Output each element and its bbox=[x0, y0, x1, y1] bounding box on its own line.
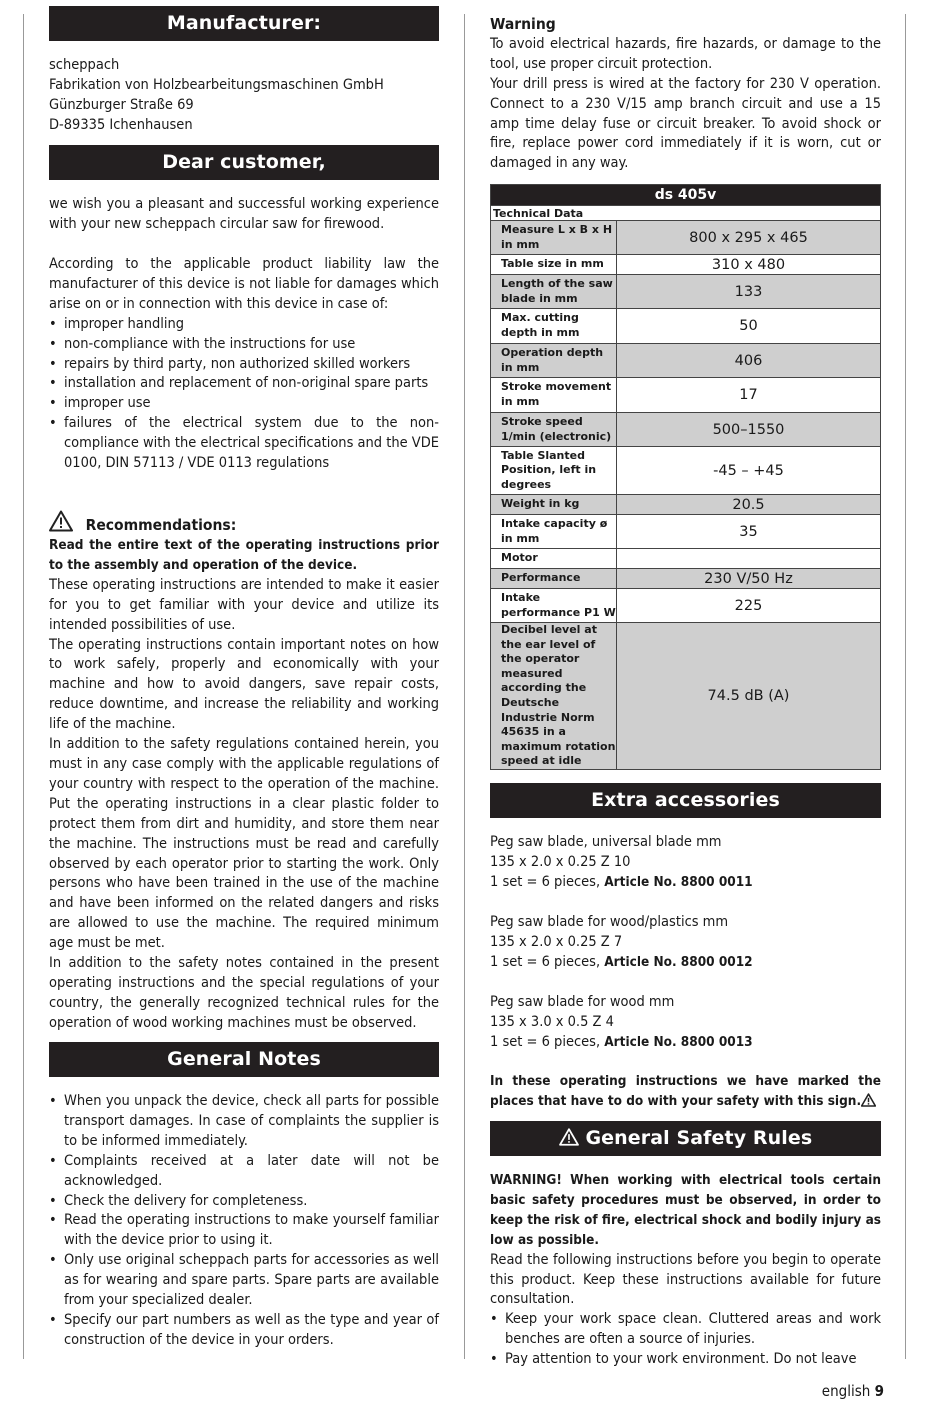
recommendations-paragraph: In addition to the safety regulations contained herein, you must in any case comply with the applicable regulations of your country with respect to the operation of the machine. Put the operating instructions in a clear plastic folder to protect them from dirt and humidity, and store them near the machine. The instructions must be read and carefully observed by each operator prior to starting the work. Only persons who have been trained in the use of the machine and have been informed on the related dangers and risks are allowed to use the machine. The required minimum age must be met. bbox=[49, 736, 439, 952]
list-item: • Specify our part numbers as well as the type and year of construction of the device in your orders. bbox=[49, 1311, 439, 1351]
table-cell-label: Max. cutting depth in mm bbox=[491, 309, 617, 344]
table-cell-value: 406 bbox=[617, 344, 881, 378]
accessory-size: 135 x 2.0 x 0.25 Z 7 bbox=[490, 933, 623, 950]
table-cell-value: 74.5 dB (A) bbox=[617, 623, 881, 770]
accessory-article: Article No. 8800 0012 bbox=[604, 953, 753, 970]
table-motor-label: Motor bbox=[491, 549, 617, 569]
list-item: • repairs by third party, non authorized skilled workers bbox=[49, 355, 439, 375]
left-column-rule bbox=[23, 14, 24, 1359]
recommendations-paragraph: The operating instructions contain important notes on how to work safely, properly and economically with your machine and how to avoid dangers, save repair costs, reduce downtime, and increase the reliability and working life of the machine. bbox=[49, 636, 439, 733]
table-cell-value: 800 x 295 x 465 bbox=[617, 221, 881, 255]
page-number: 9 bbox=[874, 1382, 884, 1400]
safety-sign-note-text: In these operating instructions we have marked the places that have to do with your safety with this sign. bbox=[490, 1073, 881, 1109]
dear-customer-heading: Dear customer, bbox=[49, 145, 439, 180]
accessory-name: Peg saw blade, universal blade mm bbox=[490, 834, 722, 850]
table-cell-label: Length of the saw blade in mm bbox=[491, 275, 617, 309]
warning-triangle-icon bbox=[559, 1128, 579, 1146]
table-row bbox=[491, 378, 881, 413]
table-row bbox=[491, 495, 881, 515]
table-row bbox=[491, 275, 881, 309]
safety-rules-body bbox=[490, 1171, 881, 1370]
warning-heading: Warning bbox=[490, 15, 556, 33]
warning-section bbox=[490, 15, 881, 174]
table-row bbox=[491, 623, 881, 770]
table-section-label: Technical Data bbox=[491, 206, 881, 221]
table-cell-label: Stroke movement in mm bbox=[491, 378, 617, 413]
recommendations-bold: Read the entire text of the operating instructions prior to the assembly and operation of the device. bbox=[49, 537, 439, 573]
list-item: • installation and replacement of non-original spare parts bbox=[49, 374, 439, 394]
safety-text: Read the following instructions before you begin to operate this product. Keep these instructions available for future consultation. bbox=[490, 1251, 881, 1308]
liability-section bbox=[49, 255, 439, 474]
safety-warning: WARNING! When working with electrical tools certain basic safety procedures must be observed, in order to keep the risk of fire, electrical shock and bodily injury as low as possible. bbox=[490, 1172, 881, 1248]
recommendations-title-row bbox=[49, 510, 439, 536]
table-row bbox=[491, 549, 881, 569]
extra-accessories-heading: Extra accessories bbox=[490, 783, 881, 818]
warning-triangle-icon bbox=[49, 510, 73, 532]
table-cell-value: 133 bbox=[617, 275, 881, 309]
table-cell-value: -45 – +45 bbox=[617, 447, 881, 495]
list-item: • Pay attention to your work environment. Do not leave bbox=[490, 1350, 881, 1370]
table-row bbox=[491, 589, 881, 623]
list-item: • Read the operating instructions to make yourself familiar with the device prior to using it. bbox=[49, 1211, 439, 1251]
right-column-rule bbox=[905, 14, 906, 1359]
list-item: • Check the delivery for completeness. bbox=[49, 1192, 439, 1212]
accessory-name: Peg saw blade for wood mm bbox=[490, 994, 675, 1010]
table-cell-value: 20.5 bbox=[617, 495, 881, 515]
warning-triangle-icon bbox=[861, 1093, 876, 1107]
accessory-size: 135 x 2.0 x 0.25 Z 10 bbox=[490, 853, 631, 870]
accessory-set: 1 set = 6 pieces, bbox=[490, 873, 601, 890]
accessory-item bbox=[490, 913, 881, 973]
list-item: • failures of the electrical system due to the non-compliance with the electrical specifications and the VDE 0100, DIN 57113 / VDE 0113 regulations bbox=[49, 414, 439, 474]
table-cell-label: Measure L x B x H in mm bbox=[491, 221, 617, 255]
table-row bbox=[491, 255, 881, 275]
table-cell-label: Operation depth in mm bbox=[491, 344, 617, 378]
recommendations-section bbox=[49, 510, 439, 1034]
recommendations-heading: Recommendations: bbox=[85, 516, 237, 534]
table-row bbox=[491, 309, 881, 344]
table-row bbox=[491, 515, 881, 549]
table-cell-value: 500–1550 bbox=[617, 413, 881, 447]
table-cell-value bbox=[617, 549, 881, 569]
table-cell-value: 50 bbox=[617, 309, 881, 344]
warning-text: To avoid electrical hazards, fire hazards, or damage to the tool, use proper circuit protection. bbox=[490, 35, 881, 72]
table-cell-label: Intake capacity ø in mm bbox=[491, 515, 617, 549]
page-footer bbox=[822, 1382, 884, 1400]
accessory-name: Peg saw blade for wood/plastics mm bbox=[490, 914, 729, 930]
table-cell-label: Weight in kg bbox=[491, 495, 617, 515]
table-cell-label: Decibel level at the ear level of the operator measured according the Deutsche Industrie Norm 45635 in a maximum rotation speed at idle bbox=[491, 623, 617, 770]
table-cell-value: 225 bbox=[617, 589, 881, 623]
list-item: • Only use original scheppach parts for accessories as well as for wearing and spare parts. Spare parts are available from your specialized dealer. bbox=[49, 1251, 439, 1311]
table-cell-label: Table Slanted Position, left in degrees bbox=[491, 447, 617, 495]
list-item: • Complaints received at a later date will not be acknowledged. bbox=[49, 1152, 439, 1192]
liability-list bbox=[49, 315, 439, 474]
table-row bbox=[491, 413, 881, 447]
table-model-header: ds 405v bbox=[491, 185, 881, 206]
general-notes-heading: General Notes bbox=[49, 1042, 439, 1077]
general-notes-list bbox=[49, 1092, 439, 1351]
warning-text: Your drill press is wired at the factory for 230 V operation. Connect to a 230 V/15 amp branch circuit and use a 15 amp time delay fuse or circuit breaker. To avoid shock or fire, replace power cord immediately if it is worn, cut or damaged in any way. bbox=[490, 75, 881, 172]
list-item: • non-compliance with the instructions for use bbox=[49, 335, 439, 355]
table-row bbox=[491, 447, 881, 495]
address-line: Fabrikation von Holzbearbeitungsmaschinen GmbH bbox=[49, 76, 384, 93]
table-row bbox=[491, 344, 881, 378]
table-cell-label: Performance bbox=[491, 569, 617, 589]
table-cell-value: 35 bbox=[617, 515, 881, 549]
safety-sign-note bbox=[490, 1072, 881, 1112]
manufacturer-address bbox=[49, 56, 439, 136]
table-cell-value: 17 bbox=[617, 378, 881, 413]
table-cell-label: Table size in mm bbox=[491, 255, 617, 275]
table-cell-label: Intake performance P1 W bbox=[491, 589, 617, 623]
accessory-size: 135 x 3.0 x 0.5 Z 4 bbox=[490, 1013, 614, 1030]
accessory-item bbox=[490, 993, 881, 1053]
liability-intro: According to the applicable product liability law the manufacturer of this device is not liable for damages which arise on or in connection with this device in case of: bbox=[49, 256, 439, 312]
accessory-item bbox=[490, 833, 881, 893]
general-safety-rules-title: General Safety Rules bbox=[585, 1127, 813, 1149]
list-item: • When you unpack the device, check all parts for possible transport damages. In case of complaints the supplier is to be informed immediately. bbox=[49, 1092, 439, 1152]
list-item: • improper use bbox=[49, 394, 439, 414]
accessory-set: 1 set = 6 pieces, bbox=[490, 1033, 601, 1050]
safety-list bbox=[490, 1310, 881, 1370]
address-line: scheppach bbox=[49, 57, 120, 73]
accessory-set: 1 set = 6 pieces, bbox=[490, 953, 601, 970]
table-cell-value: 310 x 480 bbox=[617, 255, 881, 275]
list-item: • Keep your work space clean. Cluttered areas and work benches are often a source of injuries. bbox=[490, 1310, 881, 1350]
table-row bbox=[491, 221, 881, 255]
manufacturer-heading: Manufacturer: bbox=[49, 6, 439, 41]
general-safety-rules-heading bbox=[490, 1121, 881, 1156]
table-cell-label: Stroke speed 1/min (electronic) bbox=[491, 413, 617, 447]
accessory-article: Article No. 8800 0013 bbox=[604, 1033, 753, 1050]
address-line: Günzburger Straße 69 bbox=[49, 96, 194, 113]
table-cell-value: 230 V/50 Hz bbox=[617, 569, 881, 589]
list-item: • improper handling bbox=[49, 315, 439, 335]
technical-data-table bbox=[490, 184, 881, 770]
center-column-rule bbox=[464, 14, 465, 1359]
dear-customer-text: we wish you a pleasant and successful working experience with your new scheppach circular saw for firewood. bbox=[49, 196, 439, 232]
footer-language: english bbox=[821, 1382, 871, 1400]
recommendations-paragraph: In addition to the safety notes contained in the present operating instructions and the special regulations of your country, the generally recognized technical rules for the operation of wood working machines must be observed. bbox=[49, 955, 439, 1031]
table-row bbox=[491, 569, 881, 589]
address-line: D-89335 Ichenhausen bbox=[49, 116, 193, 133]
accessory-article: Article No. 8800 0011 bbox=[604, 873, 753, 890]
recommendations-paragraph: These operating instructions are intended to make it easier for you to get familiar with your device and utilize its intended possibilities of use. bbox=[49, 576, 439, 633]
